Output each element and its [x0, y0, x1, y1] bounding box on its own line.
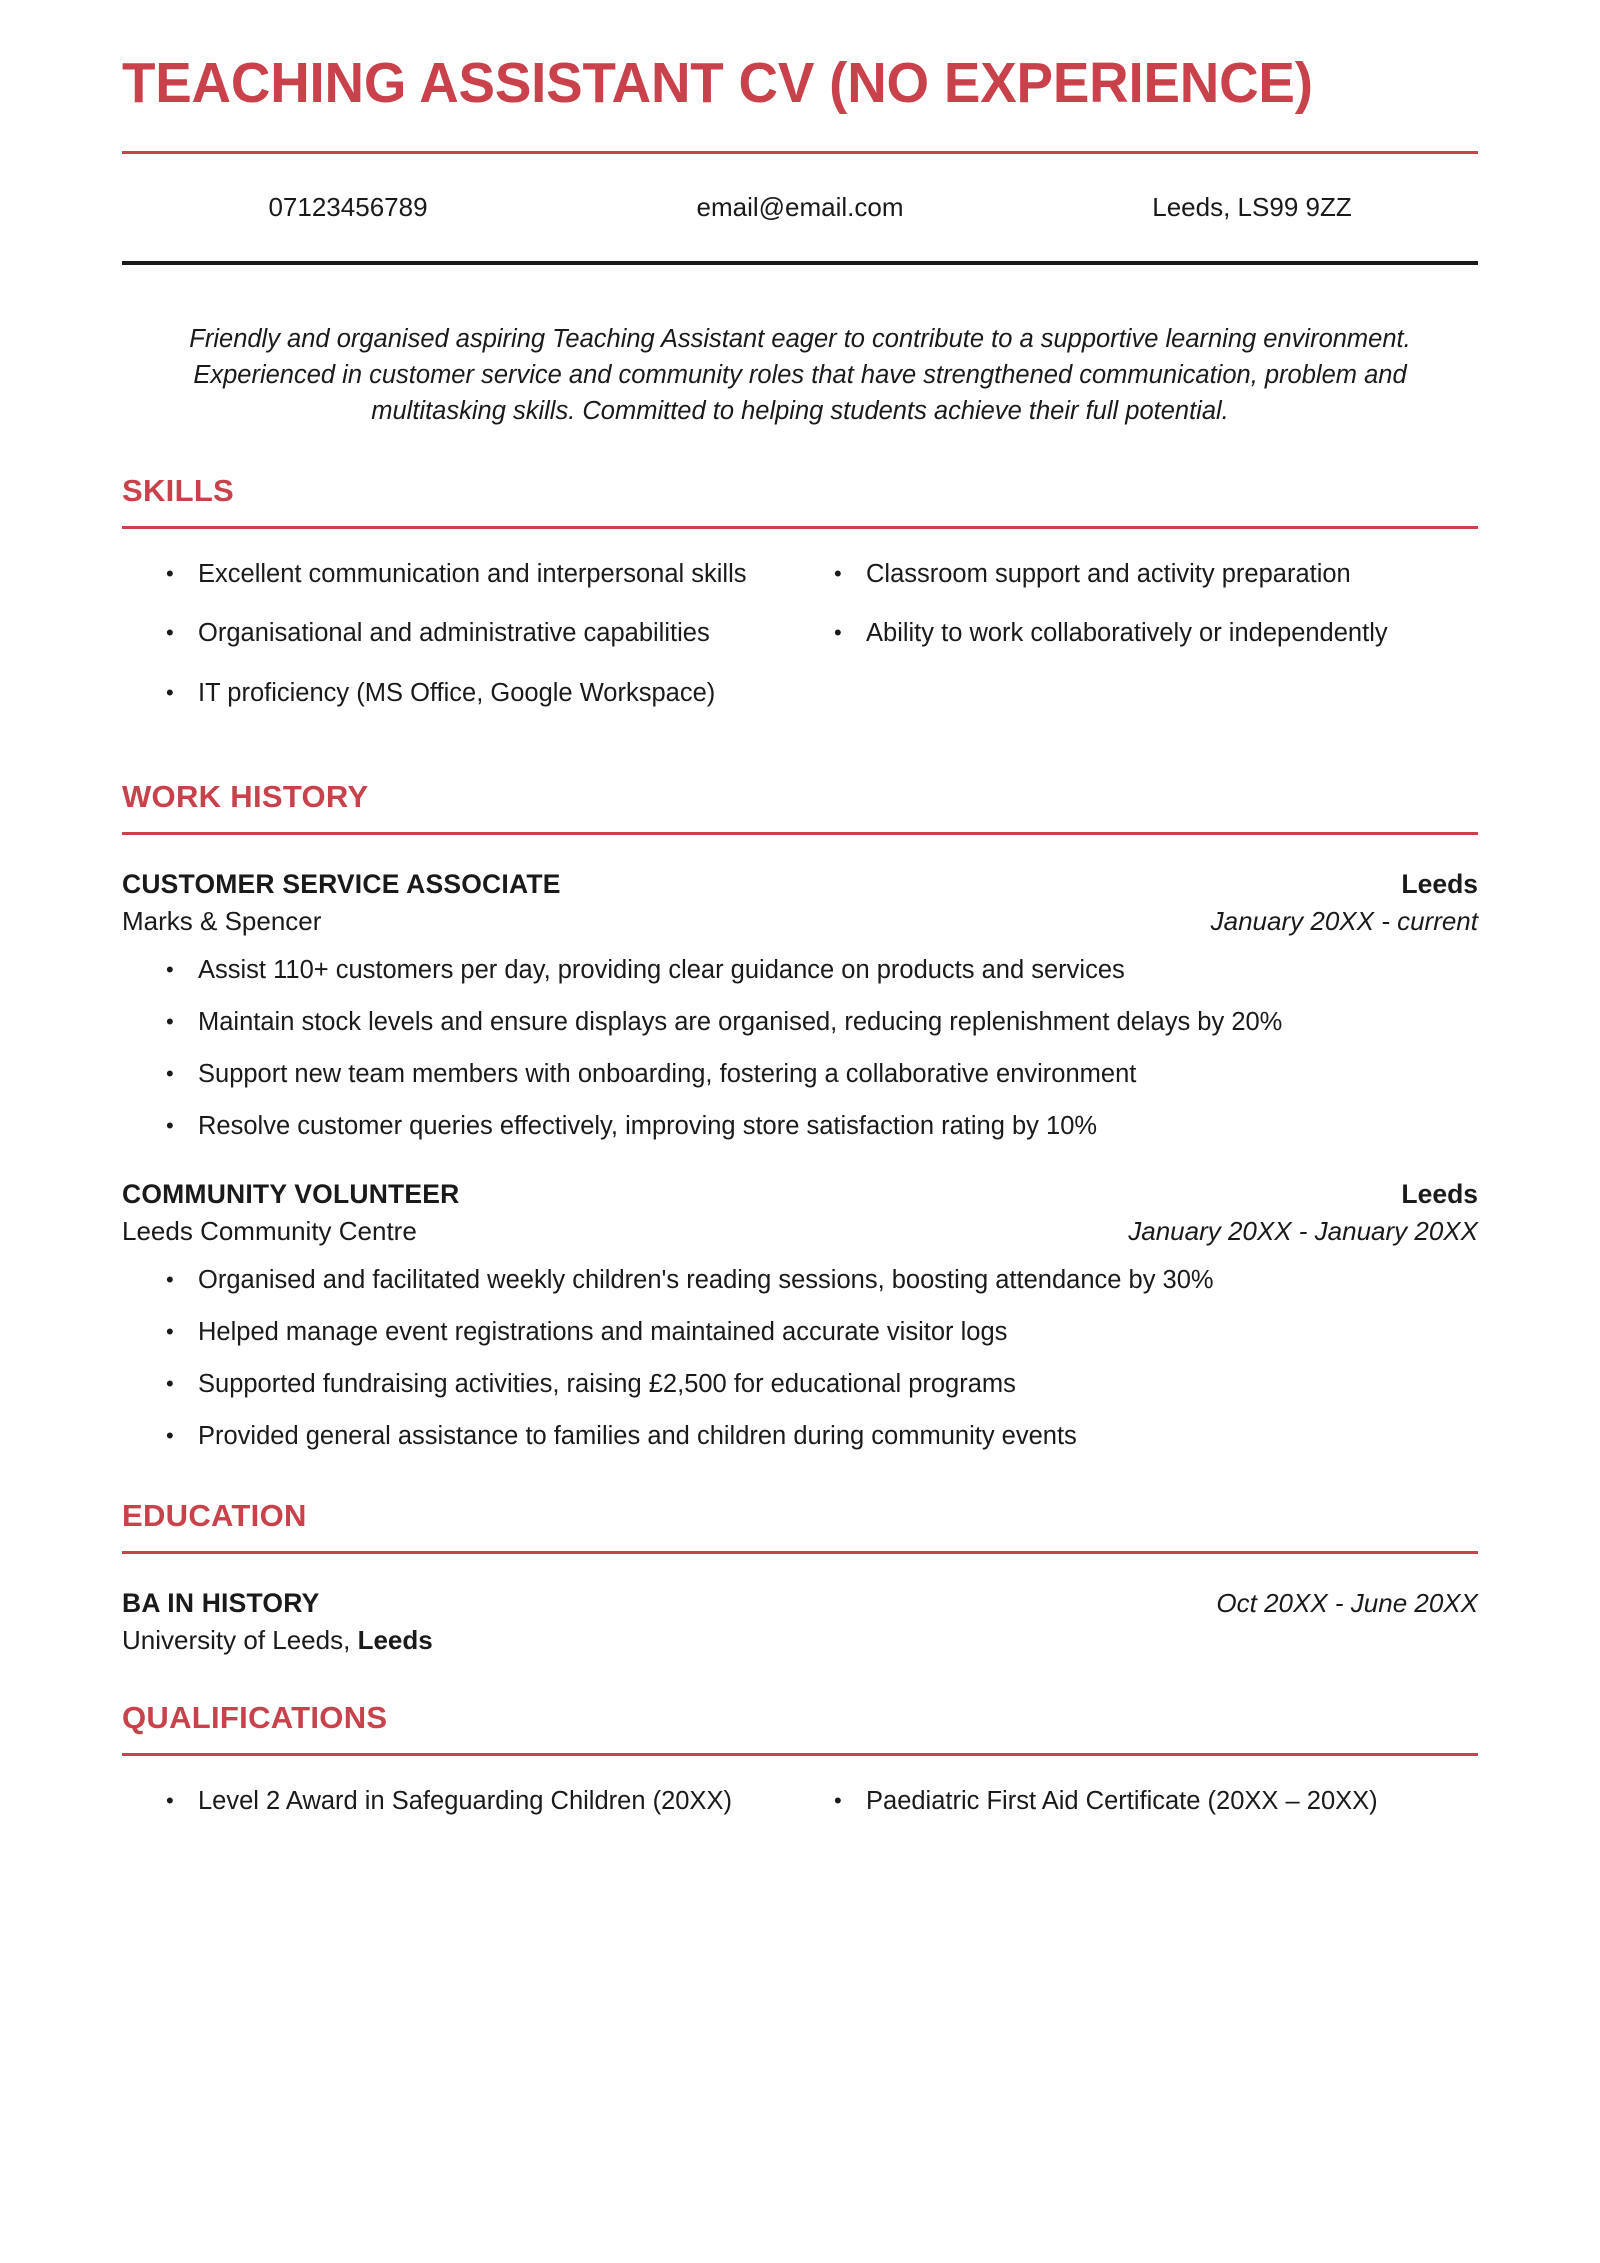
- skills-column-right: [800, 557, 1478, 735]
- bullet-dot-icon: •: [166, 561, 174, 587]
- qualifications-column-left: [122, 1784, 800, 1843]
- bullet-dot-icon: •: [166, 1423, 174, 1449]
- section-title-skills: SKILLS: [122, 473, 235, 509]
- list-item: [166, 1315, 1478, 1350]
- job-organisation: Leeds Community Centre: [122, 1215, 417, 1246]
- section-divider-work-history: [122, 832, 1478, 835]
- section-divider-qualifications: [122, 1753, 1478, 1756]
- bullet-dot-icon: •: [166, 620, 174, 646]
- job-title: CUSTOMER SERVICE ASSOCIATE: [122, 868, 561, 899]
- list-item: [834, 616, 1478, 651]
- bullet-dot-icon: •: [834, 561, 842, 587]
- education-institution: University of Leeds,: [122, 1625, 358, 1656]
- section-skills: [122, 473, 1478, 735]
- skill-text: Organisational and administrative capabilities: [198, 619, 710, 648]
- qualification-text: Level 2 Award in Safeguarding Children (20XX): [198, 1787, 732, 1816]
- list-item: [166, 1109, 1478, 1144]
- job-bullet-text: Helped manage event registrations and maintained accurate visitor logs: [198, 1317, 1008, 1346]
- professional-summary: Friendly and organised aspiring Teaching Assistant eager to contribute to a supportive learning environment. Experienced in customer service and community roles that have strengthened communication, problem and multitasking skills. Committed to helping students achieve their full potential.: [189, 324, 1411, 426]
- job-bullet-text: Assist 110+ customers per day, providing clear guidance on products and services: [198, 955, 1125, 984]
- work-entry: [122, 1179, 1478, 1455]
- job-bullets: [122, 953, 1478, 1145]
- qualification-text: Paediatric First Aid Certificate (20XX – 20XX): [866, 1787, 1378, 1816]
- work-entry-header: [122, 1179, 1478, 1210]
- education-institution-location: Leeds: [357, 1625, 433, 1656]
- degree-dates: Oct 20XX - June 20XX: [1216, 1588, 1478, 1619]
- list-item: [166, 557, 770, 592]
- degree-title: BA IN HISTORY: [122, 1588, 320, 1619]
- bullet-dot-icon: •: [166, 1009, 174, 1035]
- section-title-work-history: WORK HISTORY: [122, 778, 369, 814]
- list-item: [166, 1005, 1478, 1040]
- job-bullet-text: Provided general assistance to families and children during community events: [198, 1422, 1077, 1451]
- section-divider-education: [122, 1551, 1478, 1554]
- contact-location: Leeds, LS99 9ZZ: [1152, 191, 1352, 222]
- work-entry-subheader: [122, 906, 1478, 937]
- bullet-dot-icon: •: [166, 1113, 174, 1139]
- contact-bar: [122, 154, 1478, 261]
- contact-email[interactable]: email@email.com: [696, 191, 904, 222]
- bullet-dot-icon: •: [166, 1370, 174, 1396]
- list-item: [166, 676, 770, 711]
- list-item: [166, 1419, 1478, 1454]
- job-organisation: Marks & Spencer: [122, 905, 322, 936]
- job-dates: January 20XX - current: [1210, 905, 1478, 936]
- job-dates: January 20XX - January 20XX: [1128, 1215, 1478, 1246]
- skill-text: Classroom support and activity preparation: [866, 560, 1351, 589]
- work-entry: [122, 869, 1478, 1145]
- bullet-dot-icon: •: [166, 1061, 174, 1087]
- job-bullet-text: Support new team members with onboarding, fostering a collaborative environment: [198, 1060, 1137, 1089]
- job-bullet-text: Maintain stock levels and ensure displays are organised, reducing replenishment delays by 20%: [198, 1008, 1283, 1037]
- education-institution-line: [122, 1625, 1478, 1656]
- list-item: [166, 953, 1478, 988]
- bullet-dot-icon: •: [166, 1266, 174, 1292]
- list-item: [166, 1263, 1478, 1298]
- section-title-qualifications: QUALIFICATIONS: [122, 1700, 388, 1736]
- list-item: [834, 1784, 1478, 1819]
- bullet-dot-icon: •: [834, 620, 842, 646]
- section-title-education: EDUCATION: [122, 1498, 307, 1534]
- qualifications-columns: [122, 1784, 1478, 1843]
- job-bullets: [122, 1263, 1478, 1455]
- job-bullet-text: Resolve customer queries effectively, improving store satisfaction rating by 10%: [198, 1112, 1098, 1141]
- page-title: TEACHING ASSISTANT CV (NO EXPERIENCE): [122, 51, 1313, 115]
- skill-text: Excellent communication and interpersonal skills: [198, 560, 747, 589]
- bullet-dot-icon: •: [166, 1318, 174, 1344]
- list-item: [166, 1367, 1478, 1402]
- skill-text: Ability to work collaboratively or independently: [866, 619, 1388, 648]
- section-work-history: [122, 779, 1478, 1455]
- job-location: Leeds: [1401, 1178, 1478, 1209]
- education-entry-header: [122, 1588, 1478, 1619]
- bullet-dot-icon: •: [166, 679, 174, 705]
- job-title: COMMUNITY VOLUNTEER: [122, 1178, 460, 1209]
- list-item: [166, 616, 770, 651]
- skill-text: IT proficiency (MS Office, Google Workspace): [198, 678, 716, 707]
- job-bullet-text: Supported fundraising activities, raising £2,500 for educational programs: [198, 1369, 1016, 1398]
- job-bullet-text: Organised and facilitated weekly children's reading sessions, boosting attendance by 30%: [198, 1265, 1214, 1294]
- section-qualifications: [122, 1700, 1478, 1843]
- skills-column-left: [122, 557, 800, 735]
- work-entry-subheader: [122, 1216, 1478, 1247]
- list-item: [166, 1057, 1478, 1092]
- contact-divider: [122, 261, 1478, 265]
- work-entry-header: [122, 869, 1478, 900]
- qualifications-column-right: [800, 1784, 1478, 1843]
- job-location: Leeds: [1401, 868, 1478, 899]
- cv-header: [122, 0, 1478, 265]
- bullet-dot-icon: •: [834, 1788, 842, 1814]
- bullet-dot-icon: •: [166, 1788, 174, 1814]
- contact-phone[interactable]: 07123456789: [268, 191, 428, 222]
- bullet-dot-icon: •: [166, 956, 174, 982]
- list-item: [166, 1784, 770, 1819]
- education-entry: [122, 1588, 1478, 1656]
- skills-columns: [122, 557, 1478, 735]
- section-divider-skills: [122, 526, 1478, 529]
- list-item: [834, 557, 1478, 592]
- section-education: [122, 1498, 1478, 1656]
